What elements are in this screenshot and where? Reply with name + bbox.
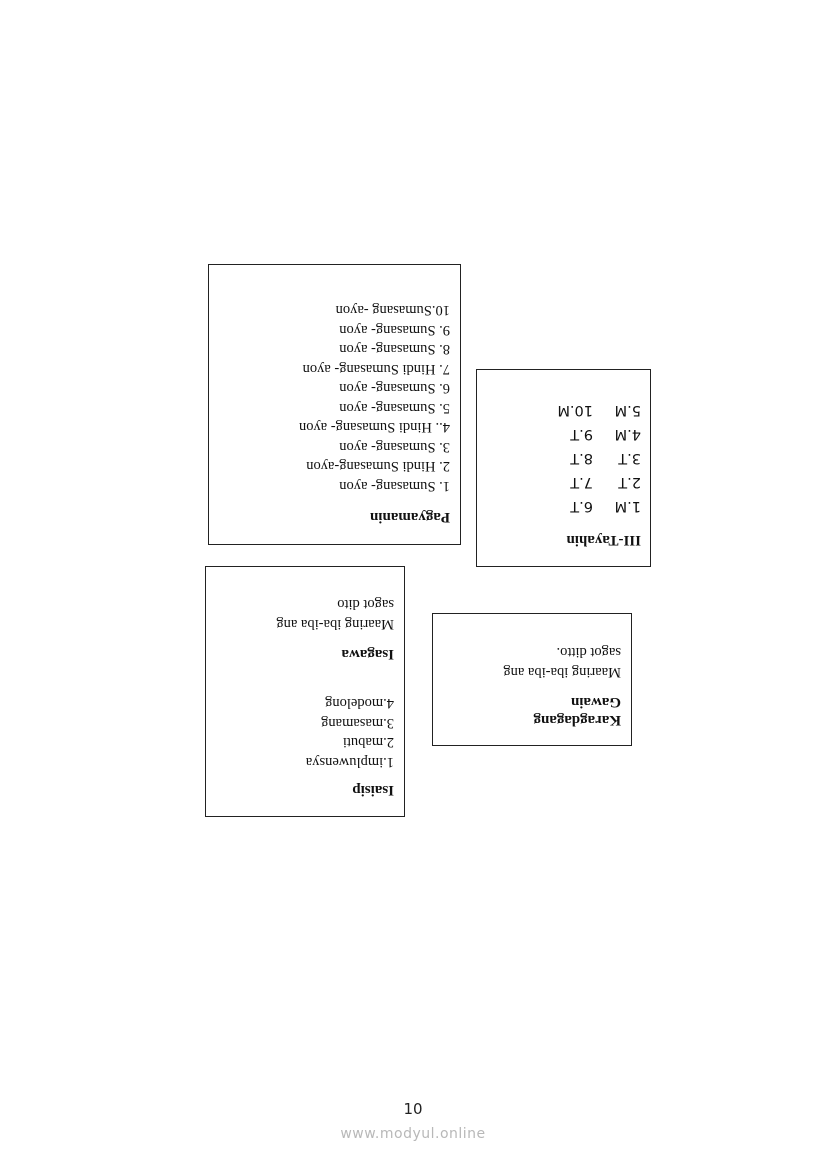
pagyamanin-box: [208, 264, 461, 545]
answer-row: [477, 424, 641, 443]
list-item: 3.masamang: [321, 715, 394, 731]
list-item: 1.impluwensya: [305, 754, 394, 770]
list-item: 7. Hindi Sumasang- ayon: [302, 361, 450, 377]
answer-row: [477, 448, 641, 467]
answer-cell: 1.M: [614, 498, 641, 514]
tayahin-box: [476, 369, 651, 567]
list-item: 5. Sumasang- ayon: [339, 400, 450, 416]
answer-cell: 7.T: [570, 474, 593, 490]
isagawa-title: Isagawa: [341, 646, 394, 662]
answer-cell: 5.M: [614, 402, 641, 418]
isagawa-line: Maaring iba-iba ang: [276, 616, 394, 632]
karagdagang-gawain-box: [432, 613, 632, 746]
karagdagang-line: sagot ditto.: [556, 644, 621, 661]
answer-row: [477, 496, 641, 515]
list-item: 10.Sumasang -ayon: [335, 302, 450, 319]
karagdagang-title: Karagdagang: [533, 712, 621, 728]
list-item: 8. Sumasang- ayon: [339, 341, 450, 358]
isaisip-box: [205, 566, 405, 817]
list-item: 1. Sumasang- ayon: [339, 478, 450, 494]
answer-cell: 9.T: [570, 426, 593, 442]
gawain-title: Gawain: [570, 694, 621, 710]
answer-cell: 4.M: [614, 426, 641, 442]
watermark: www.modyul.online: [340, 1126, 486, 1142]
isagawa-line: sagot dito: [337, 596, 394, 613]
list-item: 2.mabuti: [342, 734, 394, 751]
answer-row: [477, 472, 641, 491]
answer-cell: 3.T: [618, 450, 641, 466]
answer-cell: 2.T: [618, 474, 641, 490]
list-item: 4.modelong: [325, 695, 394, 712]
page-number: 10: [403, 1100, 423, 1118]
answer-row: [477, 400, 641, 419]
tayahin-title: III-Tayahin: [566, 532, 641, 548]
pagyamanin-title: Pagyamanin: [369, 509, 450, 525]
answer-cell: 10.M: [557, 402, 593, 418]
answer-cell: 8.T: [570, 450, 593, 466]
list-item: 4.. Hindi Sumasang- ayon: [298, 419, 450, 436]
list-item: 6. Sumasang- ayon: [339, 380, 450, 397]
isaisip-title: Isaisip: [352, 782, 394, 798]
list-item: 2. Hindi Sumasang-ayon: [306, 458, 450, 475]
karagdagang-line: Maaring iba-iba ang: [503, 664, 621, 680]
list-item: 9. Sumasang- ayon: [339, 322, 450, 338]
answer-cell: 6.T: [570, 498, 593, 514]
list-item: 3. Sumasang- ayon: [339, 439, 450, 455]
